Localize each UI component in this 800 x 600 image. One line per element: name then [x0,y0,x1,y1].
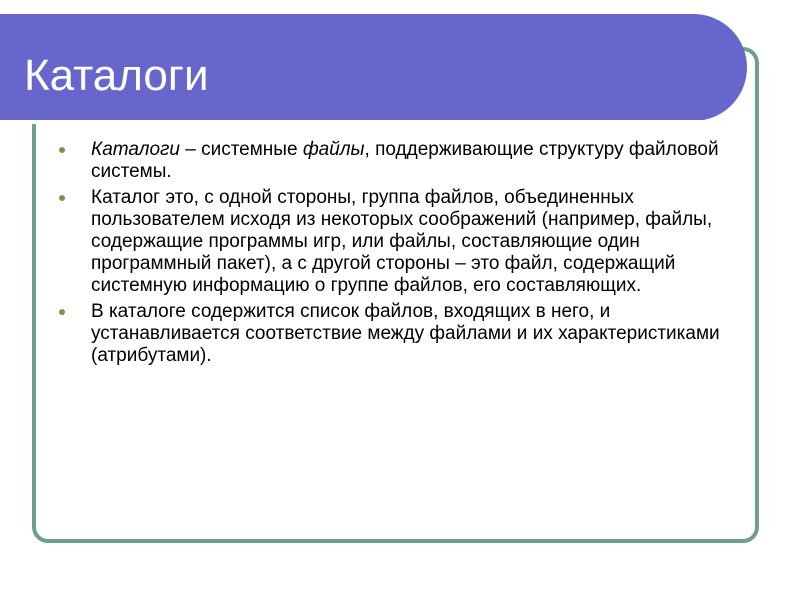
bullet-text-part: Каталоги [91,139,180,160]
title-underline [0,120,712,124]
bullet-text-part: – системные [179,139,303,160]
bullet-text-part: , поддерживающие структуру файловой системы. [91,139,719,182]
bullet-item [58,187,728,297]
bullet-icon [59,147,65,153]
bullet-icon [59,309,65,315]
bullet-item [58,139,728,183]
page-title: Каталоги [24,51,209,100]
bullet-list [58,139,728,371]
bullet-text: В каталоге содержится список файлов, входящих в него, и устанавливается соответствие между файлами и их характеристиками (атрибутами). [91,301,720,366]
bullet-icon [59,195,65,201]
bullet-text: Каталог это, с одной стороны, группа файлов, объединенных пользователем исходя из некоторых соображений (например, файлы, содержащие программы игр, или файлы, составляющие один программный пакет), а с другой стороны – это файл, содержащий системную информацию о группе файлов, его составляющих. [91,187,713,296]
bullet-item [58,301,728,367]
bullet-text [91,139,719,182]
title-bar [0,14,747,121]
bullet-text-part: файлы [302,139,365,160]
